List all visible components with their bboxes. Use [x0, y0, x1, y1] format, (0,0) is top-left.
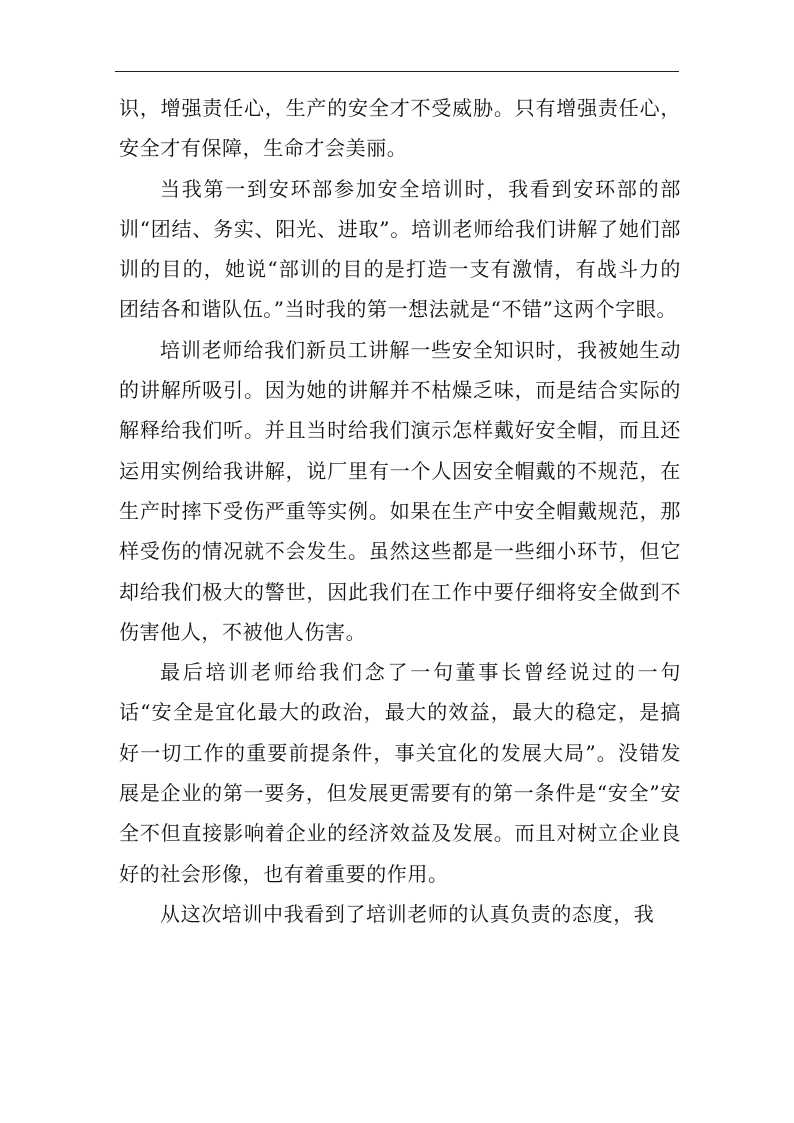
header-rule: [115, 71, 679, 72]
paragraph-continuation: 识，增强责任心，生产的安全才不受威胁。只有增强责任心，安全才有保障，生命才会美丽。: [119, 96, 681, 161]
paragraph-safety-training-motto: 当我第一到安环部参加安全培训时，我看到安环部的部训“团结、务实、阳光、进取”。培训老师给我们讲解了她们部训的目的，她说“部训的目的是打造一支有激情，有战斗力的团结各和谐队伍。”当时我的第一想法就是“不错”这两个字眼。: [119, 176, 681, 322]
paragraph-conclusion-start: 从这次培训中我看到了培训老师的认真负责的态度，我: [160, 901, 655, 926]
document-body: [119, 88, 681, 934]
paragraph-chairman-quote: 最后培训老师给我们念了一句董事长曾经说过的一句话“安全是宜化最大的政治，最大的效益，最大的稳定，是搞好一切工作的重要前提条件，事关宜化的发展大局”。没错发展是企业的第一要务，但发展更需要有的第一条件是“安全”安全不但直接影响着企业的经济效益及发展。而且对树立企业良好的社会形像，也有着重要的作用。: [119, 660, 681, 886]
paragraph-safety-knowledge: 培训老师给我们新员工讲解一些安全知识时，我被她生动的讲解所吸引。因为她的讲解并不枯燥乏味，而是结合实际的解释给我们听。并且当时给我们演示怎样戴好安全帽，而且还运用实例给我讲解，说厂里有一个人因安全帽戴的不规范，在生产时摔下受伤严重等实例。如果在生产中安全帽戴规范，那样受伤的情况就不会发生。虽然这些都是一些细小环节，但它却给我们极大的警世，因此我们在工作中要仔细将安全做到不伤害他人，不被他人伤害。: [119, 337, 681, 644]
